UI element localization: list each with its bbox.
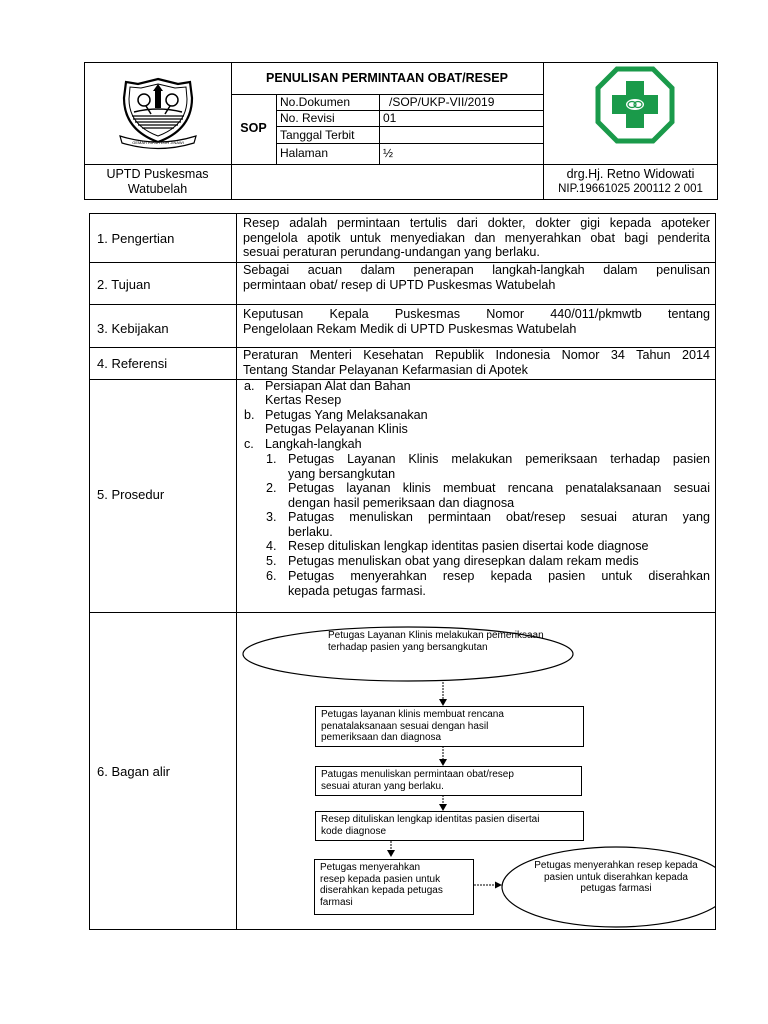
referensi-line: Peraturan Menteri Kesehatan Republik Indonesia Nomor 34 Tahun 2014	[243, 348, 710, 362]
step-line: kepada petugas farmasi.	[288, 583, 426, 598]
step-line: yang bersangkutan	[288, 466, 396, 481]
flow-box-rencana	[315, 706, 584, 747]
step-text	[288, 481, 710, 510]
referensi-text	[243, 348, 710, 377]
section-label-tujuan: 2. Tujuan	[97, 277, 151, 292]
header-divider	[379, 94, 380, 164]
step-line: Petugas Layanan Klinis melakukan pemeriksaan terhadap pasien	[288, 452, 710, 466]
step-number: 3.	[266, 510, 277, 524]
kebijakan-line: Keputusan Kepala Puskesmas Nomor 440/011/pkmwtb tentang	[243, 307, 710, 321]
flow-box-menuliskan	[315, 766, 582, 796]
document-title: PENULISAN PERMINTAAN OBAT/RESEP	[266, 71, 508, 85]
prosedur-c-marker: c.	[244, 437, 254, 451]
header-divider	[276, 143, 543, 144]
header-divider	[276, 94, 277, 164]
org-name-line2: Watubelah	[127, 182, 188, 196]
sop-label: SOP	[240, 121, 267, 135]
flow-start-line: Petugas Layanan Klinis melakukan pemeriksaan	[328, 630, 544, 641]
header-divider	[276, 126, 543, 127]
row-divider	[89, 304, 716, 305]
puskesmas-logo	[595, 66, 675, 144]
step-line: Resep dituliskan lengkap identitas pasien disertai kode diagnose	[288, 539, 649, 553]
flow-end-line: Petugas menyerahkan resep kepada	[534, 860, 698, 871]
step-number: 4.	[266, 539, 277, 553]
signer-nip: NIP.19661025 200112 2 001	[558, 183, 703, 195]
section-label-bagan-alir: 6. Bagan alir	[97, 764, 170, 779]
flow-box-identitas	[315, 811, 584, 841]
page-value: ½	[383, 146, 394, 160]
flow-box-line: farmasi	[320, 896, 353, 908]
step-line: dengan hasil pemeriksaan dan diagnosa	[288, 495, 515, 510]
flow-box-line: Patugas menuliskan permintaan obat/resep	[321, 769, 514, 780]
step-number: 1.	[266, 452, 277, 466]
section-label-prosedur: 5. Prosedur	[97, 487, 165, 502]
pengertian-text	[243, 216, 710, 260]
section-label-referensi: 4. Referensi	[97, 356, 168, 371]
issue-date-label: Tanggal Terbit	[280, 128, 355, 142]
step-line: Petugas menyerahkan resep kepada pasien untuk diserahkan	[288, 569, 710, 583]
step-text	[288, 510, 710, 539]
header-divider	[84, 164, 718, 165]
pengertian-line: pengelola apotik untuk menyediakan dan menyerahkan obat bagi penderita	[243, 230, 710, 245]
flow-box-menyerahkan	[314, 859, 474, 915]
flow-end-line: pasien untuk diserahkan kepada	[544, 871, 688, 883]
tujuan-text	[243, 263, 710, 292]
header-divider	[231, 94, 543, 95]
pengertian-line: sesuai peraturan perundang-undangan yang berlaku.	[243, 245, 540, 260]
section-label-pengertian: 1. Pengertian	[97, 231, 175, 246]
prosedur-a-marker: a.	[244, 379, 255, 393]
regency-crest-logo	[118, 76, 198, 150]
flow-box-line: diserahkan kepada petugas	[320, 885, 443, 896]
step-line: berlaku.	[288, 524, 333, 539]
kebijakan-text	[243, 307, 710, 336]
prosedur-b-marker: b.	[244, 408, 255, 422]
step-number: 6.	[266, 569, 277, 583]
flow-arrowhead	[439, 759, 447, 766]
flow-box-line: Petugas menyerahkan	[320, 862, 421, 873]
flow-arrowhead	[387, 850, 395, 857]
step-text	[288, 452, 710, 481]
crest-motto: GEMAH RIPAH LOH JINAWI	[132, 140, 184, 145]
flow-box-line: penatalaksanaan sesuai dengan hasil	[321, 720, 489, 732]
revision-value: 01	[383, 111, 397, 125]
prosedur-a-item: Kertas Resep	[265, 393, 342, 407]
flow-box-line: sesuai aturan yang berlaku.	[321, 780, 444, 792]
pengertian-line: Resep adalah permintaan tertulis dari dokter, dokter gigi kepada apoteker	[243, 216, 710, 230]
step-number: 5.	[266, 554, 277, 568]
flow-start-text	[328, 630, 544, 653]
prosedur-c-title: Langkah-langkah	[265, 437, 362, 451]
prosedur-b-item: Petugas Pelayanan Klinis	[265, 422, 408, 436]
flow-box-line: Resep dituliskan lengkap identitas pasien disertai	[321, 814, 540, 825]
step-number: 2.	[266, 481, 277, 495]
step-line: Petugas menuliskan obat yang diresepkan dalam rekam medis	[288, 554, 639, 568]
flow-box-line: pemeriksaan dan diagnosa	[321, 732, 442, 743]
flow-arrowhead	[439, 804, 447, 811]
revision-label: No. Revisi	[280, 111, 335, 125]
flow-end-line: petugas farmasi	[580, 883, 652, 894]
flow-end-text	[500, 860, 732, 895]
step-line: Petugas layanan klinis membuat rencana penatalaksanaan sesuai	[288, 481, 710, 495]
tujuan-line: Sebagai acuan dalam penerapan langkah-langkah dalam penulisan	[243, 263, 710, 277]
doc-number-value: /SOP/UKP-VII/2019	[389, 95, 495, 109]
flow-arrowhead	[439, 699, 447, 706]
referensi-line: Tentang Standar Pelayanan Kefarmasian di Apotek	[243, 362, 528, 377]
flow-box-line: Petugas layanan klinis membuat rencana	[321, 709, 504, 720]
kebijakan-line: Pengelolaan Rekam Medik di UPTD Puskesmas Watubelah	[243, 321, 577, 336]
flow-start-line: terhadap pasien yang bersangkutan	[328, 641, 488, 653]
step-line: Patugas menuliskan permintaan obat/resep sesuai aturan yang	[288, 510, 710, 524]
doc-number-label: No.Dokumen	[280, 95, 351, 109]
prosedur-b-title: Petugas Yang Melaksanakan	[265, 408, 428, 422]
page-label: Halaman	[280, 146, 329, 160]
tujuan-line: permintaan obat/ resep di UPTD Puskesmas Watubelah	[243, 277, 556, 292]
org-name-line1: UPTD Puskesmas	[106, 167, 209, 181]
flow-box-line: resep kepada pasien untuk	[320, 873, 441, 885]
flow-box-line: kode diagnose	[321, 825, 387, 837]
section-label-kebijakan: 3. Kebijakan	[97, 321, 169, 336]
signer-name: drg.Hj. Retno Widowati	[566, 167, 695, 181]
step-text	[288, 569, 710, 598]
prosedur-a-title: Persiapan Alat dan Bahan	[265, 379, 411, 393]
